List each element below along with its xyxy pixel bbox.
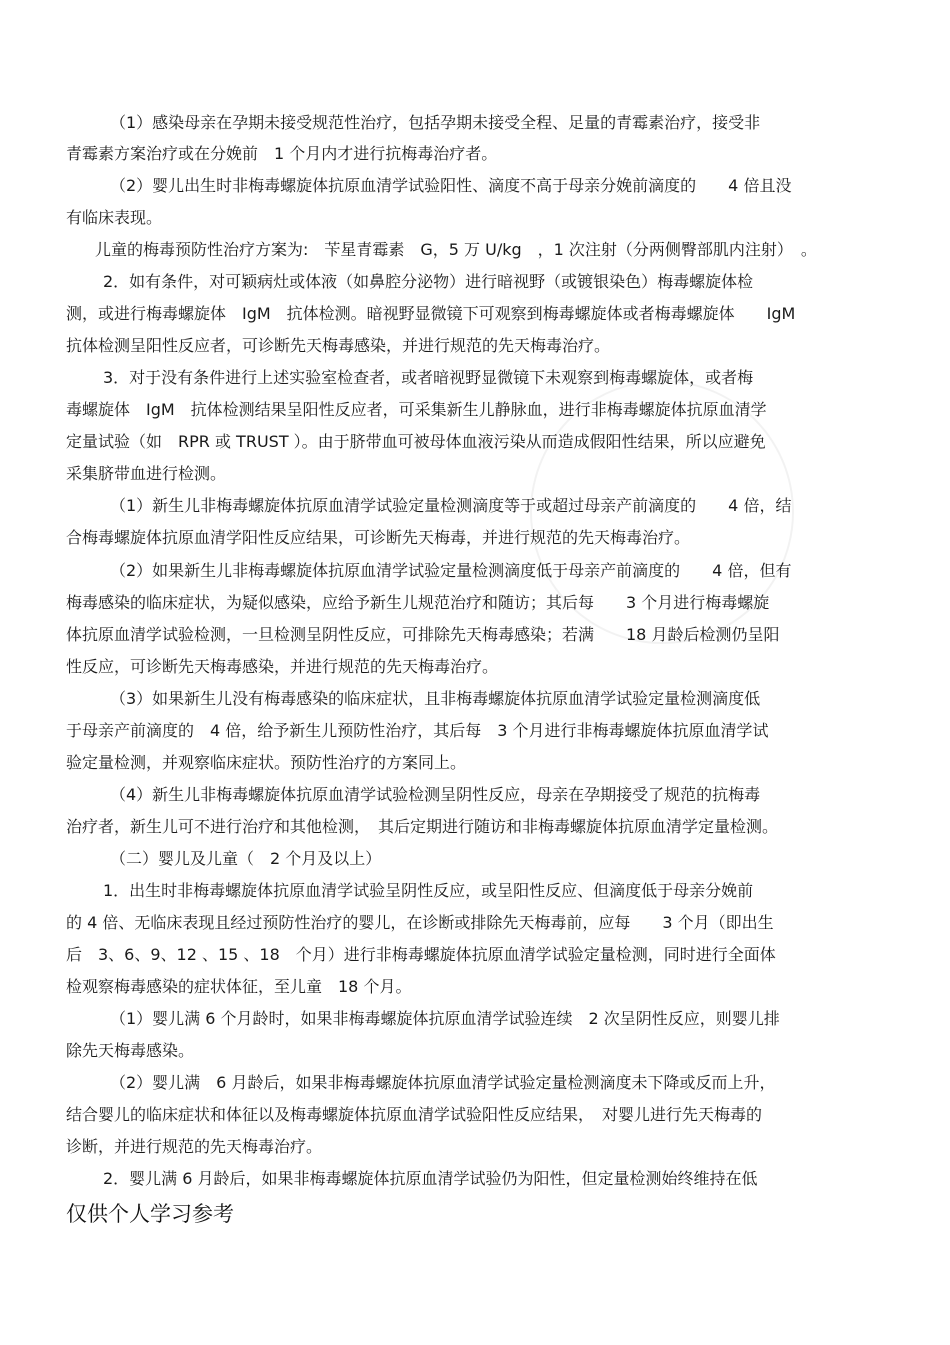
text-line: 治疗者，新生儿可不进行治疗和其他检测， 其后定期进行随访和非梅毒螺旋体抗原血清学定量检测。 [66, 817, 779, 836]
text-line: 梅毒感染的临床症状，为疑似感染，应给予新生儿规范治疗和随访；其后每 3 个月进行梅毒螺旋 [66, 593, 770, 612]
text-line: 诊断，并进行规范的先天梅毒治疗。 [66, 1137, 323, 1156]
text-line: 结合婴儿的临床症状和体征以及梅毒螺旋体抗原血清学试验阳性反应结果， 对婴儿进行先天梅毒的 [66, 1105, 763, 1124]
text-line: （2）如果新生儿非梅毒螺旋体抗原血清学试验定量检测滴度低于母亲产前滴度的 4 倍，但有 [110, 561, 792, 580]
text-line: 有临床表现。 [66, 208, 163, 227]
text-line: 2．如有条件，对可颖病灶或体液（如鼻腔分泌物）进行暗视野（或镀银染色）梅毒螺旋体检 [103, 272, 754, 291]
text-line: 体抗原血清学试验检测，一旦检测呈阴性反应，可排除先天梅毒感染；若满 18 月龄后检测仍呈阳 [66, 625, 780, 644]
text-line: 检观察梅毒感染的症状体征，至儿童 18 个月。 [66, 977, 412, 996]
text-line: 验定量检测，并观察临床症状。预防性治疗的方案同上。 [66, 753, 467, 772]
text-line: 1．出生时非梅毒螺旋体抗原血清学试验呈阴性反应，或呈阳性反应、但滴度低于母亲分娩前 [103, 881, 754, 900]
text-line: （3）如果新生儿没有梅毒感染的临床症状，且非梅毒螺旋体抗原血清学试验定量检测滴度低 [110, 689, 761, 708]
text-line: 3．对于没有条件进行上述实验室检查者，或者暗视野显微镜下未观察到梅毒螺旋体，或者梅 [103, 368, 754, 387]
text-line: 毒螺旋体 IgM 抗体检测结果呈阳性反应者，可采集新生儿静脉血，进行非梅毒螺旋体抗原血清学 [66, 400, 767, 419]
text-line: 2．婴儿满 6 月龄后，如果非梅毒螺旋体抗原血清学试验仍为阳性，但定量检测始终维持在低 [103, 1169, 758, 1188]
text-line: 儿童的梅毒预防性治疗方案为: 苄星青霉素 G，5 万 U/kg ，1 次注射（分两侧臀部肌内注射） 。 [95, 240, 817, 259]
text-line: 性反应，可诊断先天梅毒感染，并进行规范的先天梅毒治疗。 [66, 657, 499, 676]
text-line: （2）婴儿满 6 月龄后，如果非梅毒螺旋体抗原血清学试验定量检测滴度未下降或反而上升， [110, 1073, 776, 1092]
text-line: 合梅毒螺旋体抗原血清学阳性反应结果，可诊断先天梅毒，并进行规范的先天梅毒治疗。 [66, 528, 691, 547]
text-line: （4）新生儿非梅毒螺旋体抗原血清学试验检测呈阴性反应，母亲在孕期接受了规范的抗梅毒 [110, 785, 761, 804]
text-line: 除先天梅毒感染。 [66, 1041, 195, 1060]
text-line: 于母亲产前滴度的 4 倍，给予新生儿预防性治疗，其后每 3 个月进行非梅毒螺旋体抗原血清学试 [66, 721, 769, 740]
text-line: 测，或进行梅毒螺旋体 IgM 抗体检测。暗视野显微镜下可观察到梅毒螺旋体或者梅毒螺旋体 IgM [66, 304, 796, 323]
footer-note: 仅供个人学习参考 [66, 1202, 234, 1226]
text-line: 采集脐带血进行检测。 [66, 464, 227, 483]
section-heading: （二）婴儿及儿童（ 2 个月及以上） [110, 849, 382, 868]
text-line: 青霉素方案治疗或在分娩前 1 个月内才进行抗梅毒治疗者。 [66, 144, 498, 163]
text-line: 后 3、6、9、12 、15 、18 个月）进行非梅毒螺旋体抗原血清学试验定量检测，同时进行全面体 [66, 945, 776, 964]
text-line: （1）新生儿非梅毒螺旋体抗原血清学试验定量检测滴度等于或超过母亲产前滴度的 4 倍，结 [110, 496, 792, 515]
text-line: 抗体检测呈阳性反应者，可诊断先天梅毒感染，并进行规范的先天梅毒治疗。 [66, 336, 611, 355]
text-line: （1）感染母亲在孕期未接受规范性治疗，包括孕期未接受全程、足量的青霉素治疗，接受非 [110, 113, 761, 132]
text-line: 定量试验（如 RPR 或 TRUST ）。由于脐带血可被母体血液污染从而造成假阳性结果，所以应避免 [66, 432, 766, 451]
text-line: （2）婴儿出生时非梅毒螺旋体抗原血清学试验阳性、滴度不高于母亲分娩前滴度的 4 倍且没 [110, 176, 792, 195]
text-line: 的 4 倍、无临床表现且经过预防性治疗的婴儿，在诊断或排除先天梅毒前，应每 3 个月（即出生 [66, 913, 774, 932]
text-line: （1）婴儿满 6 个月龄时，如果非梅毒螺旋体抗原血清学试验连续 2 次呈阴性反应，则婴儿排 [110, 1009, 780, 1028]
